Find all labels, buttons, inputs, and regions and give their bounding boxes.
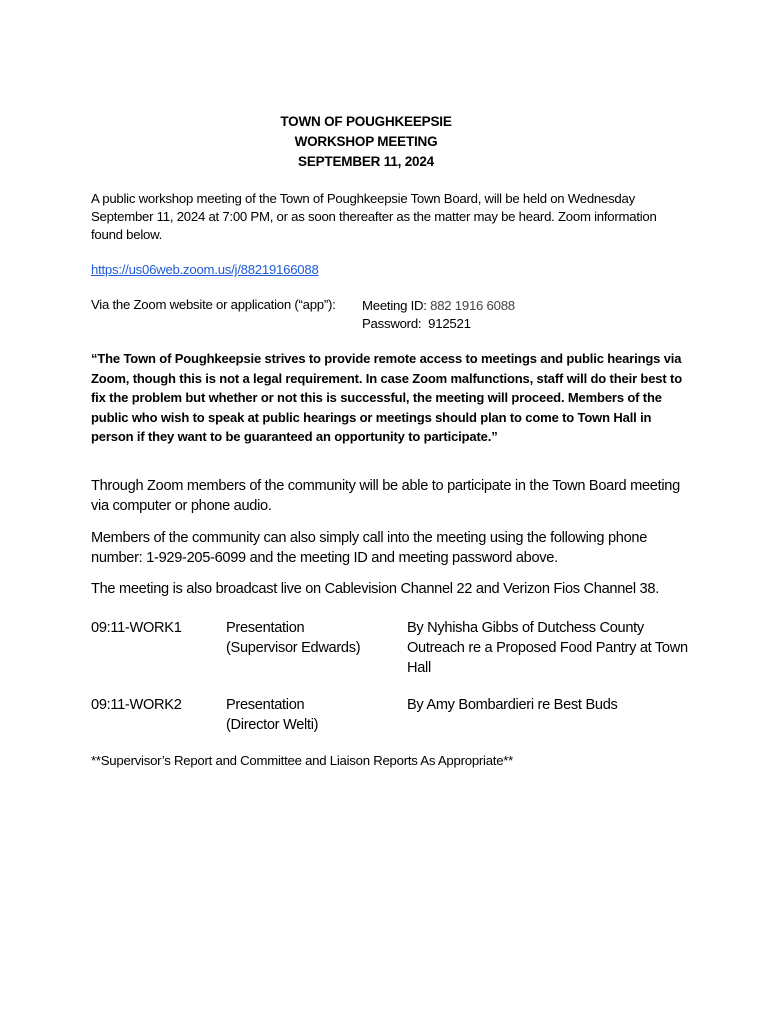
notice-line: fix the problem but whether or not this is successful, the meeting will proceed. Members of the xyxy=(91,390,662,405)
reports-note: **Supervisor’s Report and Committee and Liaison Reports As Appropriate** xyxy=(91,753,514,768)
paragraph-line: number: 1-929-205-6099 and the meeting ID and meeting password above. xyxy=(91,550,558,566)
agenda-item-description xyxy=(407,695,707,715)
password-value: 912521 xyxy=(428,316,471,331)
agenda-type-line: Presentation xyxy=(226,697,305,713)
intro-line: found below. xyxy=(91,227,163,242)
title-line-town: TOWN OF POUGHKEEPSIE xyxy=(280,114,452,129)
remote-access-notice xyxy=(91,349,691,447)
title-line-meeting: WORKSHOP MEETING xyxy=(294,134,438,149)
paragraph-line: The meeting is also broadcast live on Cablevision Channel 22 and Verizon Fios Channel 38. xyxy=(91,581,659,597)
broadcast-paragraph xyxy=(91,579,731,599)
intro-paragraph xyxy=(91,190,691,244)
document-title xyxy=(0,112,732,172)
phone-call-paragraph xyxy=(91,528,731,568)
meeting-credentials xyxy=(362,297,662,333)
password-label: Password: xyxy=(362,316,422,331)
zoom-access-label: Via the Zoom website or application (“app”): xyxy=(91,297,336,312)
paragraph-line: Members of the community can also simply call into the meeting using the following phone xyxy=(91,530,648,546)
notice-line: Zoom, though this is not a legal requirement. In case Zoom malfunctions, staff will do their best to xyxy=(91,370,682,386)
agenda-item-code: 09:11-WORK2 xyxy=(91,697,182,713)
agenda-item-type xyxy=(226,618,360,658)
agenda-desc-line: Hall xyxy=(407,660,431,676)
agenda-desc-line: Outreach re a Proposed Food Pantry at Town xyxy=(407,640,688,656)
agenda-type-line: Presentation xyxy=(226,620,305,636)
intro-line: September 11, 2024 at 7:00 PM, or as soon thereafter as the matter may be heard. Zoom information xyxy=(91,209,657,224)
title-line-date: SEPTEMBER 11, 2024 xyxy=(298,154,434,169)
paragraph-line: Through Zoom members of the community will be able to participate in the Town Board meeting xyxy=(91,478,680,494)
agenda-item xyxy=(91,618,731,678)
agenda-item-type xyxy=(226,695,318,735)
agenda-item-description xyxy=(407,618,707,678)
meeting-id-row xyxy=(362,297,662,315)
meeting-id-label: Meeting ID: xyxy=(362,298,427,313)
agenda-type-line: (Supervisor Edwards) xyxy=(226,640,361,656)
intro-line: A public workshop meeting of the Town of Poughkeepsie Town Board, will be held on Wednesday xyxy=(91,191,635,206)
meeting-id-value: 882 1916 6088 xyxy=(430,298,515,313)
agenda-item xyxy=(91,695,731,735)
paragraph-line: via computer or phone audio. xyxy=(91,498,272,514)
password-row xyxy=(362,315,662,333)
notice-line: “The Town of Poughkeepsie strives to provide remote access to meetings and public hearings via xyxy=(91,351,682,366)
notice-line: public who wish to speak at public hearings or meetings should plan to come to Town Hall in xyxy=(91,409,652,425)
agenda-desc-line: By Amy Bombardieri re Best Buds xyxy=(407,697,618,713)
agenda-desc-line: By Nyhisha Gibbs of Dutchess County xyxy=(407,620,644,636)
agenda-item-code: 09:11-WORK1 xyxy=(91,620,182,636)
zoom-participation-paragraph xyxy=(91,476,731,516)
zoom-meeting-link[interactable]: https://us06web.zoom.us/j/88219166088 xyxy=(91,262,319,277)
notice-line: person if they want to be guaranteed an opportunity to participate.” xyxy=(91,429,498,444)
agenda-type-line: (Director Welti) xyxy=(226,717,319,733)
